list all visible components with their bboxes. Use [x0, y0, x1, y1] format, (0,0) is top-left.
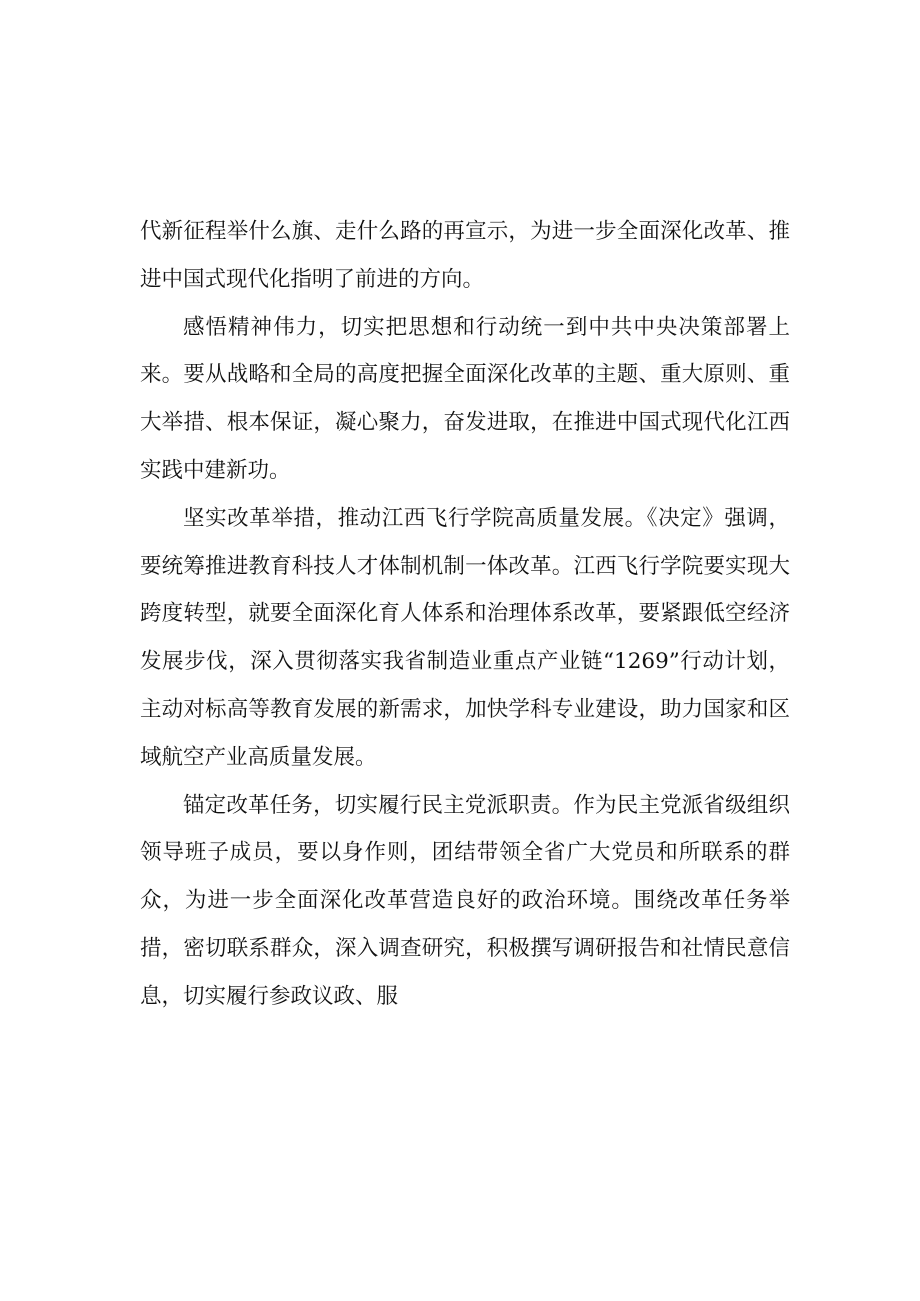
paragraph-3: 坚实改革举措，推动江西飞行学院高质量发展。《决定》强调，要统筹推进教育科技人才体制机制一体改革。江西飞行学院要实现大跨度转型，就要全面深化育人体系和治理体系改革，要紧跟低空经济发展步伐，深入贯彻落实我省制造业重点产业链“1269”行动计划，主动对标高等教育发展的新需求，加快学科专业建设，助力国家和区域航空产业高质量发展。	[140, 505, 790, 770]
body-text	[140, 208, 790, 1021]
paragraph-1: 代新征程举什么旗、走什么路的再宣示，为进一步全面深化改革、推进中国式现代化指明了前进的方向。	[140, 219, 790, 292]
paragraph-4: 锚定改革任务，切实履行民主党派职责。作为民主党派省级组织领导班子成员，要以身作则，团结带领全省广大党员和所联系的群众，为进一步全面深化改革营造良好的政治环境。围绕改革任务举措，密切联系群众，深入调查研究，积极撰写调研报告和社情民意信息，切实履行参政议政、服	[140, 792, 790, 1009]
paragraph-2: 感悟精神伟力，切实把思想和行动统一到中共中央决策部署上来。要从战略和全局的高度把握全面深化改革的主题、重大原则、重大举措、根本保证，凝心聚力，奋发进取，在推进中国式现代化江西实践中建新功。	[140, 314, 790, 483]
